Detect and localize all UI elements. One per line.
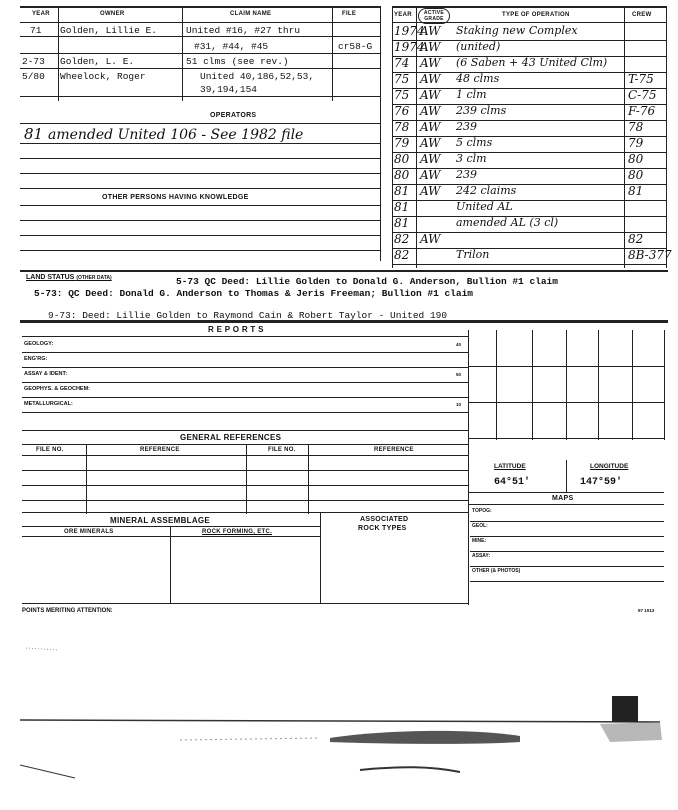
report-label: GEOPHYS. & GEOCHEM: bbox=[24, 386, 91, 392]
land-status-title: LAND STATUS bbox=[26, 274, 75, 281]
activity-type: 5 clms bbox=[456, 136, 493, 149]
activity-year: 78 bbox=[394, 120, 410, 134]
report-row bbox=[22, 367, 468, 383]
longitude-value: 147°59' bbox=[580, 477, 623, 488]
assoc-rock-label: ASSOCIATED bbox=[360, 516, 409, 523]
activity-type: (6 Saben + 43 United Clm) bbox=[456, 56, 608, 69]
owner-row-1-year: 71 bbox=[30, 25, 42, 36]
activity-year: 79 bbox=[394, 136, 410, 150]
operators-entry-year: 81 bbox=[24, 125, 44, 143]
activity-row bbox=[392, 184, 666, 201]
activity-crew: 80 bbox=[628, 152, 644, 166]
activity-row bbox=[392, 216, 666, 233]
activity-grade: AW bbox=[420, 88, 441, 102]
activity-row bbox=[392, 200, 666, 217]
activity-row bbox=[392, 232, 666, 249]
report-label: GEOLOGY: bbox=[24, 341, 54, 347]
mineral-title: MINERAL ASSEMBLAGE bbox=[110, 516, 211, 525]
activity-year: 74 bbox=[394, 56, 410, 70]
general-refs-header-file-1: FILE NO. bbox=[36, 447, 64, 453]
owner-row-3-year: 5/80 bbox=[22, 71, 45, 82]
activity-grade: AW bbox=[420, 24, 441, 38]
general-refs-header-file-2: FILE NO. bbox=[268, 447, 296, 453]
activity-year: 80 bbox=[394, 168, 410, 182]
activity-year: 81 bbox=[394, 200, 410, 214]
report-label: ENG'RG: bbox=[24, 356, 48, 362]
longitude-label: LONGITUDE bbox=[590, 463, 629, 470]
report-row bbox=[22, 397, 468, 413]
owner-row-1-claim-cont: #31, #44, #45 bbox=[194, 41, 269, 52]
activity-grade: AW bbox=[420, 40, 441, 54]
location-grid bbox=[468, 330, 666, 574]
owner-section bbox=[20, 6, 390, 266]
activity-grade: AW bbox=[420, 72, 441, 86]
activity-crew: 80 bbox=[628, 168, 644, 182]
points-label: POINTS MERITING ATTENTION: bbox=[22, 608, 113, 614]
activity-crew: 79 bbox=[628, 136, 644, 150]
land-status-label bbox=[26, 274, 112, 281]
map-row bbox=[470, 536, 664, 552]
activity-row bbox=[392, 56, 666, 73]
activity-type: (united) bbox=[456, 40, 501, 53]
operators-entry-text: amended United 106 - See 1982 file bbox=[48, 127, 304, 143]
mineral-section bbox=[22, 512, 468, 604]
activity-crew: F-76 bbox=[628, 104, 656, 118]
activity-grade: AW bbox=[420, 232, 441, 246]
map-row bbox=[470, 506, 664, 522]
activity-year: 80 bbox=[394, 152, 410, 166]
map-label: TOPOG: bbox=[472, 508, 492, 514]
activity-grade: AW bbox=[420, 120, 441, 134]
activity-year: 75 bbox=[394, 88, 410, 102]
activity-year: 82 bbox=[394, 232, 410, 246]
activity-type: Staking new Complex bbox=[456, 24, 578, 37]
owner-row-3-owner: Wheelock, Roger bbox=[60, 71, 146, 82]
activity-type: Trilon bbox=[456, 248, 490, 261]
knowledge-title: OTHER PERSONS HAVING KNOWLEDGE bbox=[102, 194, 249, 201]
land-status-line-1: 5-73 QC Deed: Lillie Golden to Donald G. Anderson, Bullion #1 claim bbox=[176, 276, 558, 287]
owner-row-2-year: 2-73 bbox=[22, 56, 45, 67]
activity-row bbox=[392, 152, 666, 169]
activity-row bbox=[392, 72, 666, 89]
operators-title: OPERATORS bbox=[210, 112, 257, 119]
activity-crew: T-75 bbox=[628, 72, 654, 86]
map-label: ASSAY: bbox=[472, 553, 491, 559]
activity-crew: 78 bbox=[628, 120, 644, 134]
activity-grade: AW bbox=[420, 104, 441, 118]
map-label: GEOL: bbox=[472, 523, 488, 529]
map-row bbox=[470, 566, 664, 582]
activity-row bbox=[392, 24, 666, 41]
owner-row-3-claim-cont: 39,194,154 bbox=[200, 84, 258, 95]
activity-crew: 8B-377 bbox=[628, 248, 672, 262]
owner-row-2-claim: 51 clms (see rev.) bbox=[186, 56, 289, 67]
ore-minerals-header: ORE MINERALS bbox=[64, 529, 114, 535]
report-number: 50 bbox=[456, 372, 462, 377]
activity-type: 3 clm bbox=[456, 152, 487, 165]
land-status-line-2: 5-73: QC Deed: Donald G. Anderson to Thomas & Jeris Freeman; Bullion #1 claim bbox=[34, 288, 473, 299]
general-refs-title: GENERAL REFERENCES bbox=[180, 433, 282, 442]
report-label: METALLURGICAL: bbox=[24, 401, 73, 407]
activity-crew: 82 bbox=[628, 232, 644, 246]
latitude-label: LATITUDE bbox=[494, 463, 526, 470]
activity-row bbox=[392, 120, 666, 137]
activity-year: 76 bbox=[394, 104, 410, 118]
reports-section bbox=[22, 322, 468, 432]
report-row bbox=[22, 382, 468, 398]
activity-type: 239 bbox=[456, 168, 477, 181]
general-refs-header-ref-2: REFERENCE bbox=[374, 447, 414, 453]
activity-grade: AW bbox=[420, 168, 441, 182]
activity-year: 81 bbox=[394, 184, 410, 198]
activity-type: 1 clm bbox=[456, 88, 487, 101]
activity-row bbox=[392, 88, 666, 105]
owner-header-claim: CLAIM NAME bbox=[230, 11, 272, 17]
owner-header-file: FILE bbox=[342, 11, 357, 17]
activity-header-type: TYPE OF OPERATION bbox=[502, 12, 570, 18]
activity-table bbox=[392, 6, 672, 268]
general-refs-section bbox=[22, 430, 468, 510]
activity-type: 239 clms bbox=[456, 104, 507, 117]
report-number: 10 bbox=[456, 402, 462, 407]
assoc-rock-label-2: ROCK TYPES bbox=[358, 525, 407, 532]
activity-grade: AW bbox=[420, 152, 441, 166]
owner-row-1-claim: United #16, #27 thru bbox=[186, 25, 301, 36]
activity-header-year: YEAR bbox=[394, 12, 412, 18]
activity-year: 82 bbox=[394, 248, 410, 262]
owner-header-owner: OWNER bbox=[100, 11, 125, 17]
activity-year: 1974 bbox=[394, 24, 425, 38]
activity-type: 239 bbox=[456, 120, 477, 133]
maps-title: MAPS bbox=[552, 495, 574, 502]
activity-year: 75 bbox=[394, 72, 410, 86]
form-number: 97 1013 bbox=[638, 608, 655, 613]
owner-header-year: YEAR bbox=[32, 11, 50, 17]
activity-type: United AL bbox=[456, 200, 513, 213]
activity-header-crew: CREW bbox=[632, 12, 652, 18]
activity-row bbox=[392, 136, 666, 153]
activity-grade: AW bbox=[420, 56, 441, 70]
rock-forming-header: ROCK FORMING, ETC. bbox=[202, 529, 273, 535]
land-status-line-3: 9-73: Deed: Lillie Golden to Raymond Cain & Robert Taylor - United 190 bbox=[48, 310, 448, 321]
activity-type: 242 claims bbox=[456, 184, 517, 197]
owner-row-2-owner: Golden, L. E. bbox=[60, 56, 135, 67]
activity-grade: AW bbox=[420, 184, 441, 198]
activity-header-grade: ACTIVE GRADE bbox=[418, 8, 450, 24]
activity-crew: 81 bbox=[628, 184, 644, 198]
activity-row bbox=[392, 104, 666, 121]
activity-grade: AW bbox=[420, 136, 441, 150]
report-label: ASSAY & IDENT: bbox=[24, 371, 68, 377]
owner-row-1-owner: Golden, Lillie E. bbox=[60, 25, 157, 36]
report-row bbox=[22, 337, 468, 353]
map-label: MINE: bbox=[472, 538, 487, 544]
map-row bbox=[470, 551, 664, 567]
activity-row bbox=[392, 40, 666, 57]
owner-row-1-file: cr58-G bbox=[338, 41, 373, 52]
activity-year: 1974 bbox=[394, 40, 425, 54]
general-refs-header-ref-1: REFERENCE bbox=[140, 447, 180, 453]
reports-title: R E P O R T S bbox=[208, 325, 264, 334]
activity-row bbox=[392, 248, 672, 265]
activity-type: amended AL (3 cl) bbox=[456, 216, 559, 229]
land-status-sublabel: (OTHER DATA) bbox=[76, 275, 112, 281]
map-row bbox=[470, 521, 664, 537]
activity-year: 81 bbox=[394, 216, 410, 230]
owner-row-3-claim: United 40,186,52,53, bbox=[200, 71, 315, 82]
activity-crew: C-75 bbox=[628, 88, 657, 102]
activity-type: 48 clms bbox=[456, 72, 500, 85]
map-label: OTHER (& PHOTOS) bbox=[472, 568, 521, 574]
activity-row bbox=[392, 168, 666, 185]
latitude-value: 64°51' bbox=[494, 477, 531, 488]
report-number: 40 bbox=[456, 342, 462, 347]
report-row bbox=[22, 352, 468, 368]
